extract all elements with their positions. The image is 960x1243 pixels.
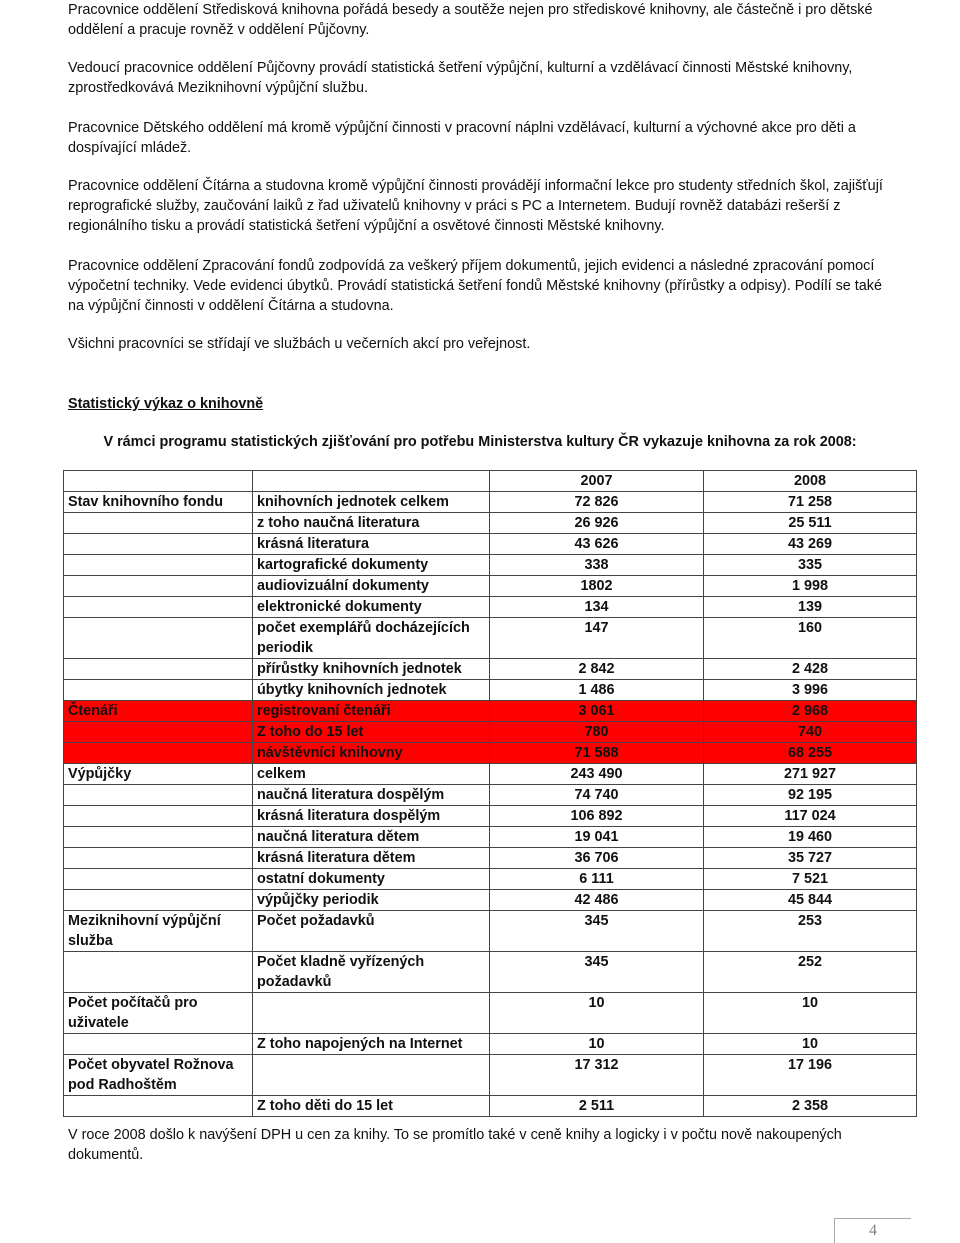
row-label: návštěvníci knihovny — [253, 743, 490, 764]
table-row — [64, 1034, 917, 1055]
value-2007: 72 826 — [490, 492, 704, 513]
value-2007: 74 740 — [490, 785, 704, 806]
table-row — [64, 993, 917, 1034]
table-header-row — [64, 471, 917, 492]
page-number: 4 — [834, 1218, 911, 1243]
value-2007: 26 926 — [490, 513, 704, 534]
value-2008: 25 511 — [704, 513, 917, 534]
value-2007: 2 842 — [490, 659, 704, 680]
row-category — [64, 952, 253, 993]
value-2008: 252 — [704, 952, 917, 993]
table-row — [64, 806, 917, 827]
row-label: krásná literatura — [253, 534, 490, 555]
table-header-cell — [64, 471, 253, 492]
value-2008: 17 196 — [704, 1055, 917, 1096]
value-2007: 147 — [490, 618, 704, 659]
value-2007: 17 312 — [490, 1055, 704, 1096]
value-2008: 10 — [704, 993, 917, 1034]
row-label: počet exemplářů docházejících periodik — [253, 618, 490, 659]
value-2007: 3 061 — [490, 701, 704, 722]
value-2007: 43 626 — [490, 534, 704, 555]
row-category — [64, 785, 253, 806]
value-2007: 338 — [490, 555, 704, 576]
row-category — [64, 869, 253, 890]
value-2008: 43 269 — [704, 534, 917, 555]
row-category — [64, 1034, 253, 1055]
value-2007: 780 — [490, 722, 704, 743]
value-2008: 271 927 — [704, 764, 917, 785]
value-2008: 2 358 — [704, 1096, 917, 1117]
value-2008: 71 258 — [704, 492, 917, 513]
row-category — [64, 513, 253, 534]
value-2008: 2 428 — [704, 659, 917, 680]
paragraph-citarna: Pracovnice oddělení Čítárna a studovna kromě výpůjční činnosti provádějí informační lekce pro studenty středních škol, zajišťují reprografické služby, zaučování laiků z řad uživatelů knihovny v práci s PC a Internetem. Budují rovněž databázi rešerší z regionálního tisku a provádí statistická šetření výpůjční a osvětové činnosti Městské knihovny. — [68, 178, 883, 234]
table-row — [64, 576, 917, 597]
table-row — [64, 1096, 917, 1117]
table-row — [64, 764, 917, 785]
row-label: registrovaní čtenáři — [253, 701, 490, 722]
table-row — [64, 534, 917, 555]
table-row — [64, 680, 917, 701]
value-2007: 1802 — [490, 576, 704, 597]
value-2008: 10 — [704, 1034, 917, 1055]
value-2007: 10 — [490, 1034, 704, 1055]
row-label: výpůjčky periodik — [253, 890, 490, 911]
value-2008: 35 727 — [704, 848, 917, 869]
table-header-cell: 2007 — [490, 471, 704, 492]
value-2008: 335 — [704, 555, 917, 576]
row-label: ostatní dokumenty — [253, 869, 490, 890]
value-2007: 345 — [490, 911, 704, 952]
value-2008: 139 — [704, 597, 917, 618]
row-label: audiovizuální dokumenty — [253, 576, 490, 597]
row-label: naučná literatura dospělým — [253, 785, 490, 806]
table-subtitle: V rámci programu statistických zjišťování pro potřebu Ministerstva kultury ČR vykazuje knihovna za rok 2008: — [103, 434, 857, 450]
paragraph-zpracovani: Pracovnice oddělení Zpracování fondů zodpovídá za veškerý příjem dokumentů, jejich evidenci a následné zpracování pomocí výpočetní techniky. Vede evidenci úbytků. Provádí statistická šetření fondů Městské knihovny (přírůstky a odpisy). Podílí se také na výpůjční činnosti v oddělení Čítárna a studovna. — [68, 258, 883, 314]
row-category — [64, 597, 253, 618]
row-label — [253, 993, 490, 1034]
value-2007: 19 041 — [490, 827, 704, 848]
table-row — [64, 827, 917, 848]
value-2007: 243 490 — [490, 764, 704, 785]
row-category — [64, 1096, 253, 1117]
row-label: Z toho napojených na Internet — [253, 1034, 490, 1055]
value-2007: 345 — [490, 952, 704, 993]
row-category: Čtenáři — [64, 701, 253, 722]
row-label: přírůstky knihovních jednotek — [253, 659, 490, 680]
table-row — [64, 952, 917, 993]
value-2008: 253 — [704, 911, 917, 952]
value-2008: 92 195 — [704, 785, 917, 806]
table-header-cell: 2008 — [704, 471, 917, 492]
row-label: naučná literatura dětem — [253, 827, 490, 848]
value-2008: 7 521 — [704, 869, 917, 890]
row-label: úbytky knihovních jednotek — [253, 680, 490, 701]
value-2008: 117 024 — [704, 806, 917, 827]
row-category — [64, 576, 253, 597]
row-category — [64, 555, 253, 576]
row-label: z toho naučná literatura — [253, 513, 490, 534]
row-category: Stav knihovního fondu — [64, 492, 253, 513]
table-row — [64, 743, 917, 764]
value-2008: 45 844 — [704, 890, 917, 911]
row-category — [64, 534, 253, 555]
row-label: Počet požadavků — [253, 911, 490, 952]
value-2007: 42 486 — [490, 890, 704, 911]
row-label: knihovních jednotek celkem — [253, 492, 490, 513]
row-label: krásná literatura dospělým — [253, 806, 490, 827]
row-label: Počet kladně vyřízených požadavků — [253, 952, 490, 993]
row-category — [64, 890, 253, 911]
section-title: Statistický výkaz o knihovně — [68, 396, 264, 412]
table-header-cell — [253, 471, 490, 492]
paragraph-pujcovny: Vedoucí pracovnice oddělení Půjčovny provádí statistická šetření výpůjční, kulturní a vzdělávací činnosti Městské knihovny, zprostředkovává Meziknihovní výpůjční službu. — [68, 60, 853, 96]
row-category: Meziknihovní výpůjční služba — [64, 911, 253, 952]
row-category: Počet obyvatel Rožnova pod Radhoštěm — [64, 1055, 253, 1096]
table-row — [64, 911, 917, 952]
table-row — [64, 869, 917, 890]
row-category: Výpůjčky — [64, 764, 253, 785]
row-category — [64, 827, 253, 848]
row-label: Z toho do 15 let — [253, 722, 490, 743]
table-row — [64, 722, 917, 743]
value-2008: 160 — [704, 618, 917, 659]
row-label: celkem — [253, 764, 490, 785]
value-2008: 740 — [704, 722, 917, 743]
table-row — [64, 618, 917, 659]
table-row — [64, 513, 917, 534]
value-2007: 71 588 — [490, 743, 704, 764]
footer-paragraph: V roce 2008 došlo k navýšení DPH u cen za knihy. To se promítlo také v ceně knihy a logicky i v počtu nově nakoupených dokumentů. — [68, 1127, 842, 1163]
row-label: elektronické dokumenty — [253, 597, 490, 618]
value-2008: 3 996 — [704, 680, 917, 701]
value-2007: 134 — [490, 597, 704, 618]
row-category — [64, 743, 253, 764]
row-label — [253, 1055, 490, 1096]
row-label: Z toho děti do 15 let — [253, 1096, 490, 1117]
value-2007: 6 111 — [490, 869, 704, 890]
value-2007: 106 892 — [490, 806, 704, 827]
row-category — [64, 680, 253, 701]
table-row — [64, 597, 917, 618]
row-category — [64, 806, 253, 827]
table-row — [64, 701, 917, 722]
paragraph-detske: Pracovnice Dětského oddělení má kromě výpůjční činnosti v pracovní náplni vzdělávací, kulturní a výchovné akce pro děti a dospívající mládež. — [68, 120, 856, 156]
table-row — [64, 848, 917, 869]
row-category — [64, 848, 253, 869]
value-2008: 1 998 — [704, 576, 917, 597]
table-row — [64, 785, 917, 806]
value-2008: 68 255 — [704, 743, 917, 764]
statistics-table — [63, 470, 917, 1117]
paragraph-vecerni: Všichni pracovníci se střídají ve službách u večerních akcí pro veřejnost. — [68, 336, 531, 352]
value-2007: 10 — [490, 993, 704, 1034]
row-category: Počet počítačů pro uživatele — [64, 993, 253, 1034]
value-2008: 19 460 — [704, 827, 917, 848]
row-category — [64, 659, 253, 680]
row-category — [64, 722, 253, 743]
table-row — [64, 890, 917, 911]
table-row — [64, 555, 917, 576]
value-2007: 36 706 — [490, 848, 704, 869]
value-2007: 2 511 — [490, 1096, 704, 1117]
table-row — [64, 1055, 917, 1096]
row-category — [64, 618, 253, 659]
table-row — [64, 659, 917, 680]
paragraph-stredisková: Pracovnice oddělení Středisková knihovna pořádá besedy a soutěže nejen pro střediskové knihovny, ale částečně i pro dětské oddělení a pracuje rovněž v oddělení Půjčovny. — [68, 2, 873, 38]
value-2008: 2 968 — [704, 701, 917, 722]
row-label: kartografické dokumenty — [253, 555, 490, 576]
value-2007: 1 486 — [490, 680, 704, 701]
table-row — [64, 492, 917, 513]
row-label: krásná literatura dětem — [253, 848, 490, 869]
